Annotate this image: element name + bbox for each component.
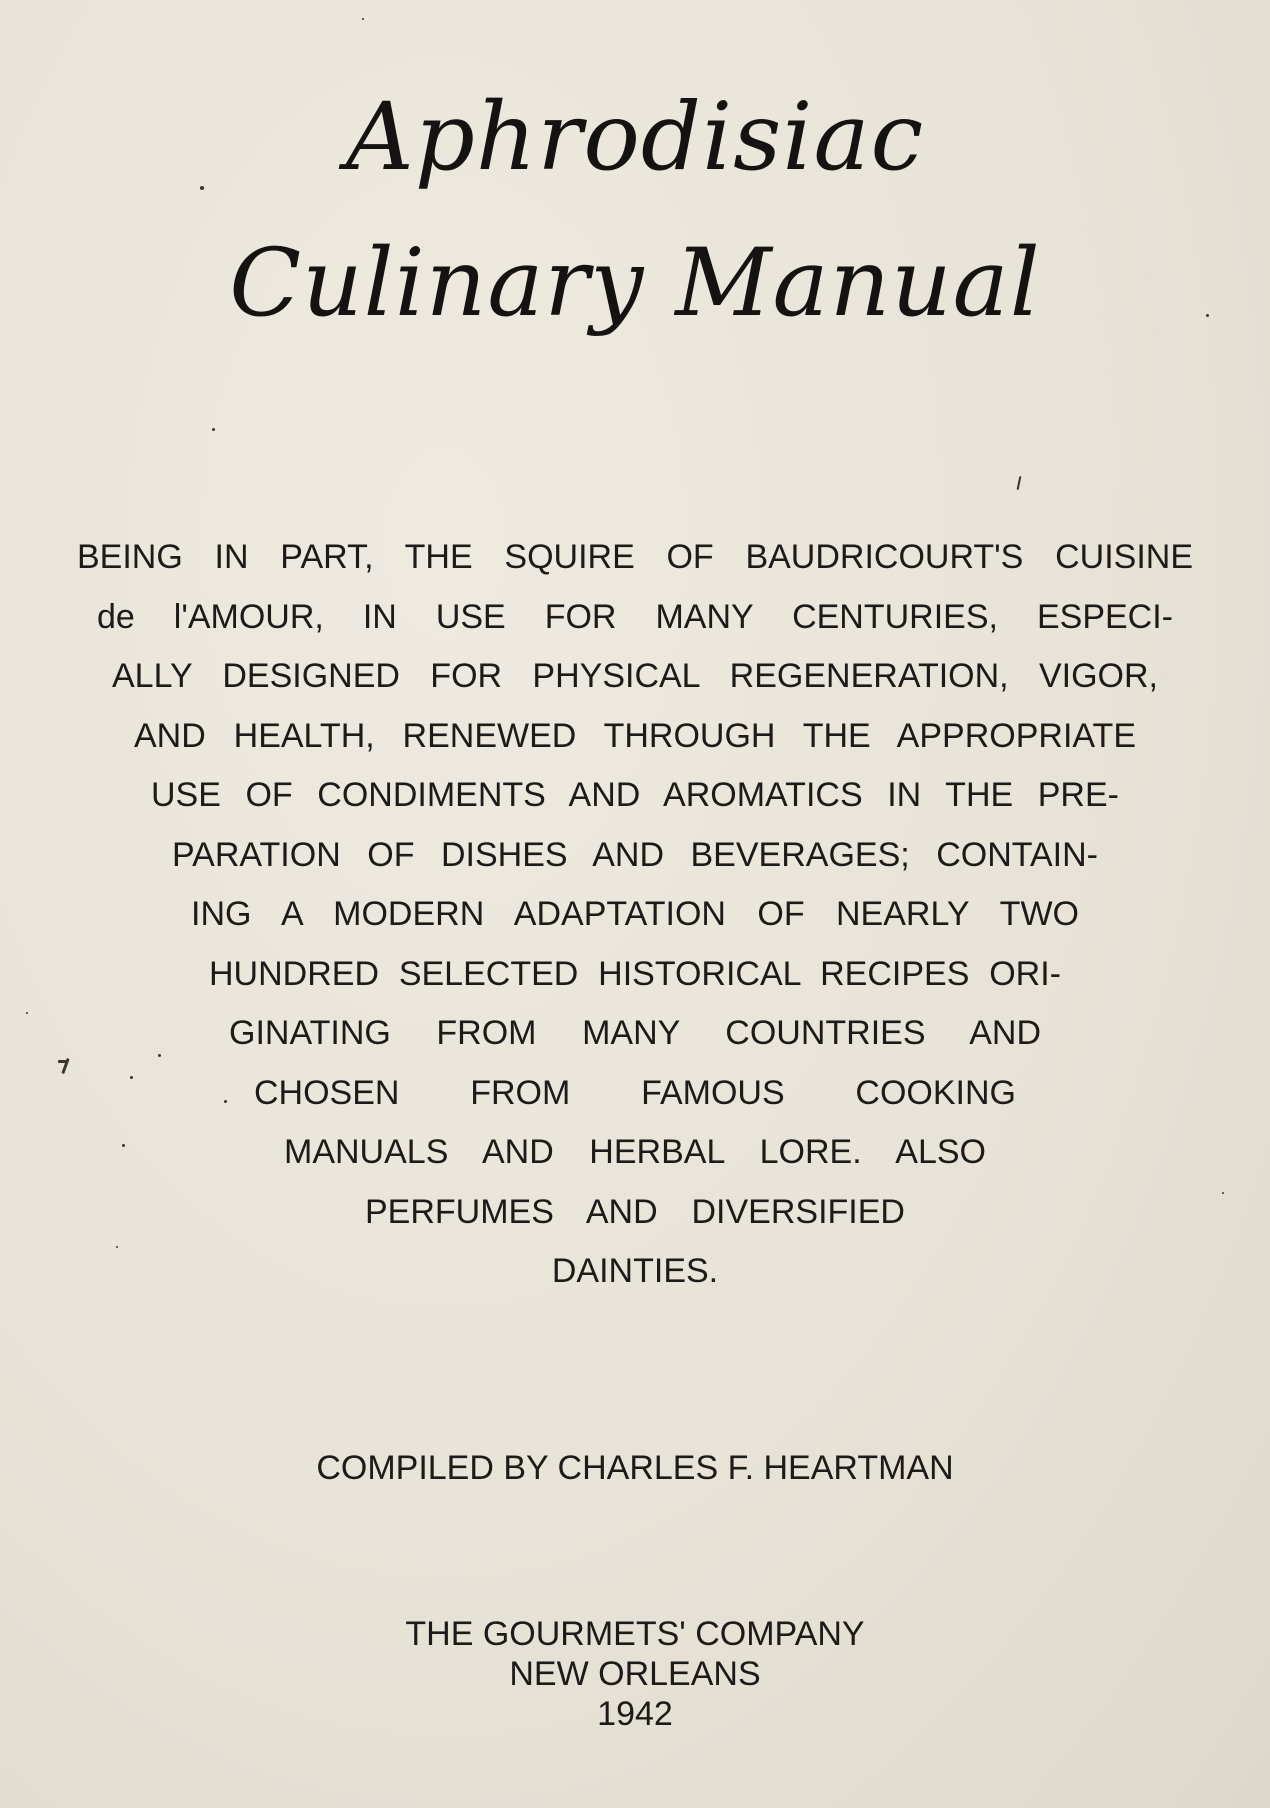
paper-speck [58, 1060, 67, 1063]
paper-speck [362, 18, 364, 20]
publication-year: 1942 [597, 1695, 673, 1733]
paper-speck [200, 186, 204, 190]
paper-speck [130, 1076, 133, 1079]
publisher-name: THE GOURMETS' COMPANY [405, 1615, 865, 1653]
description-line: AND HEALTH, RENEWED THROUGH THE APPROPRIATE [134, 716, 1136, 755]
description-line: de l'AMOUR, IN USE FOR MANY CENTURIES, ESPECI- [97, 597, 1173, 636]
paper-speck [1222, 1192, 1224, 1194]
description-line: HUNDRED SELECTED HISTORICAL RECIPES ORI- [209, 954, 1061, 993]
book-title-line-1: Aphrodisiac [345, 83, 925, 192]
paper-speck [158, 1054, 161, 1057]
paper-speck [116, 1246, 118, 1248]
compiler-credit: COMPILED BY CHARLES F. HEARTMAN [316, 1449, 954, 1487]
description-line: MANUALS AND HERBAL LORE. ALSO [284, 1133, 986, 1171]
paper-speck [224, 1100, 227, 1103]
publisher-city: NEW ORLEANS [509, 1655, 761, 1693]
description-line: DAINTIES. [551, 1252, 719, 1290]
book-description [0, 528, 1270, 1302]
book-title-line-2: Culinary Manual [229, 229, 1041, 338]
paper-speck [122, 1144, 125, 1147]
description-line: PERFUMES AND DIVERSIFIED [365, 1192, 905, 1231]
publisher-imprint [0, 1614, 1270, 1734]
paper-speck [1206, 314, 1209, 317]
paper-speck [1017, 476, 1022, 490]
paper-speck [26, 1012, 28, 1014]
description-line: GINATING FROM MANY COUNTRIES AND [229, 1014, 1041, 1052]
description-line: USE OF CONDIMENTS AND AROMATICS IN THE PRE- [151, 776, 1119, 814]
paper-speck [212, 428, 215, 431]
description-line: CHOSEN FROM FAMOUS COOKING [254, 1073, 1016, 1112]
description-line: BEING IN PART, THE SQUIRE OF BAUDRICOURT'S CUISINE [77, 538, 1193, 576]
description-line: ING A MODERN ADAPTATION OF NEARLY TWO [191, 895, 1079, 933]
description-line: PARATION OF DISHES AND BEVERAGES; CONTAIN- [172, 835, 1098, 874]
description-line: ALLY DESIGNED FOR PHYSICAL REGENERATION, VIGOR, [112, 657, 1158, 695]
